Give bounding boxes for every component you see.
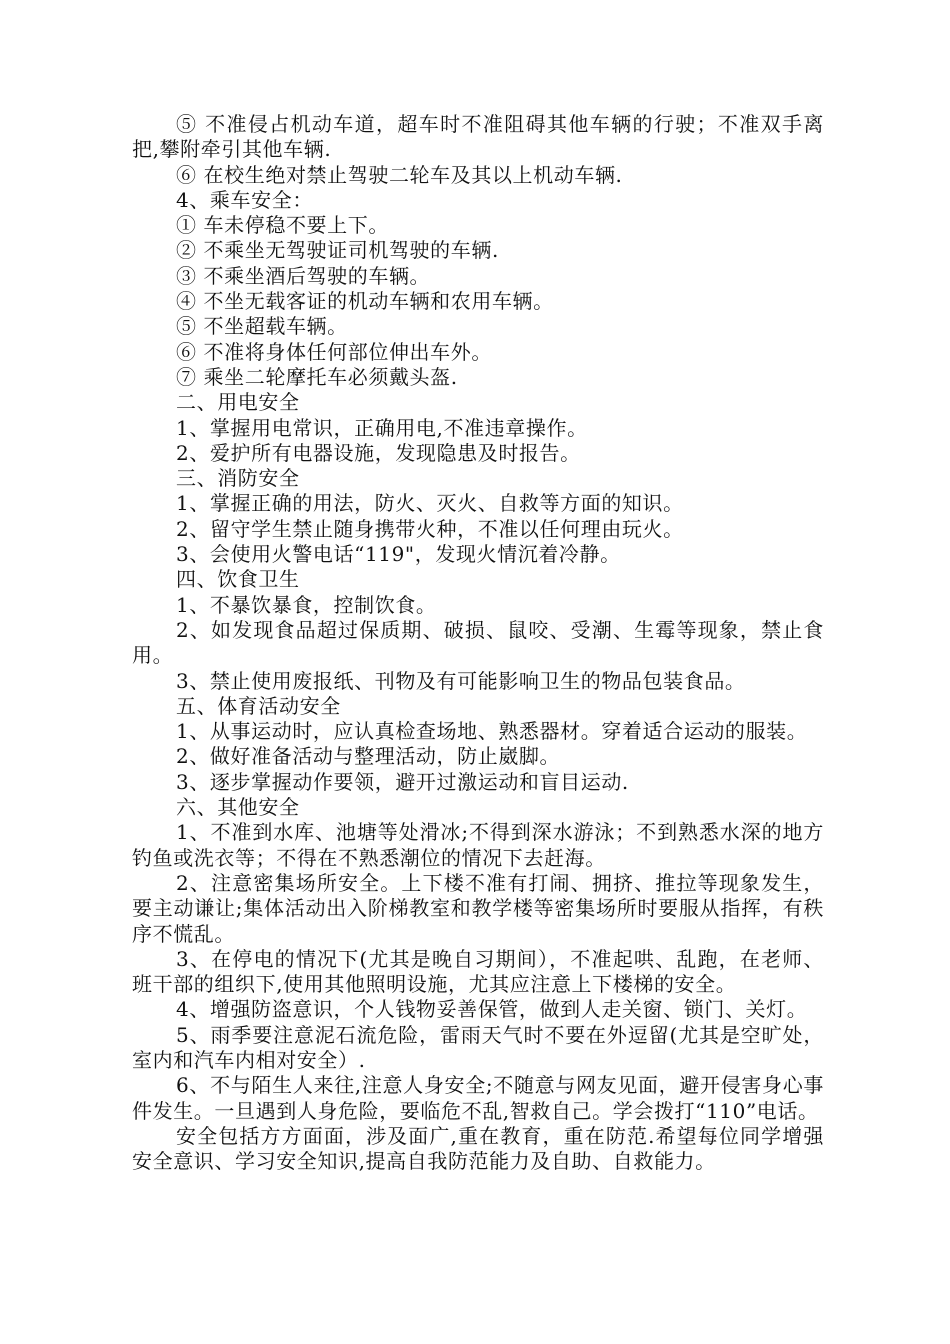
list-item: 1、不暴饮暴食，控制饮食。 — [176, 592, 437, 617]
list-item: 3、逐步掌握动作要领，避开过激运动和盲目运动. — [176, 769, 629, 794]
list-item: 4、增强防盗意识，个人钱物妥善保管，做到人走关窗、锁门、关灯。 — [176, 997, 808, 1022]
list-item: 3、在停电的情况下(尤其是晚自习期间），不准起哄、乱跑，在老师、班干部的组织下,使用其他照明设施，尤其应注意上下楼梯的安全。 — [132, 946, 824, 997]
paragraph: ⑥ 在校生绝对禁止驾驶二轮车及其以上机动车辆. — [176, 162, 623, 187]
list-item: 2、注意密集场所安全。上下楼不准有打闹、拥挤、推拉等现象发生，要主动谦让;集体活动出入阶梯教室和教学楼等密集场所时要服从指挥，有秩序不慌乱。 — [132, 870, 824, 946]
section-heading: 五、体育活动安全 — [176, 693, 341, 718]
list-item: 1、掌握用电常识，正确用电,不准违章操作。 — [176, 415, 588, 440]
section-heading: 二、用电安全 — [176, 390, 300, 415]
list-item: ⑥ 不准将身体任何部位伸出车外。 — [176, 339, 492, 364]
list-item: 1、不准到水库、池塘等处滑冰;不得到深水游泳；不到熟悉水深的地方钓鱼或洗衣等；不得在不熟悉潮位的情况下去赶海。 — [132, 820, 824, 870]
paragraph: ⑤ 不准侵占机动车道，超车时不准阻碍其他车辆的行驶；不准双手离把,攀附牵引其他车辆. — [132, 112, 824, 162]
list-item: 1、从事运动时，应认真检查场地、熟悉器材。穿着适合运动的服装。 — [176, 719, 808, 744]
list-item: 3、会使用火警电话“119"，发现火情沉着冷静。 — [176, 542, 621, 567]
list-item: ⑤ 不坐超载车辆。 — [176, 314, 348, 339]
section-heading: 六、其他安全 — [176, 795, 300, 820]
list-item: 1、掌握正确的用法，防火、灭火、自救等方面的知识。 — [176, 491, 684, 516]
list-item: 2、如发现食品超过保质期、破损、鼠咬、受潮、生霉等现象，禁止食用。 — [132, 617, 824, 668]
list-item: 6、不与陌生人来往,注意人身安全;不随意与网友见面，避开侵害身心事件发生。一旦遇到人身危险，要临危不乱,智救自己。学会拨打“110”电话。 — [132, 1073, 824, 1123]
list-item: 2、爱护所有电器设施，发现隐患及时报告。 — [176, 440, 581, 465]
list-item: ④ 不坐无载客证的机动车辆和农用车辆。 — [176, 289, 554, 314]
section-heading: 三、消防安全 — [176, 466, 300, 491]
list-item: 2、做好准备活动与整理活动，防止崴脚。 — [176, 744, 561, 769]
list-item: 5、雨季要注意泥石流危险，雷雨天气时不要在外逗留(尤其是空旷处，室内和汽车内相对安全）. — [132, 1022, 824, 1072]
document-body — [132, 112, 824, 1174]
list-item: ① 车未停稳不要上下。 — [176, 213, 389, 238]
list-item: 2、留守学生禁止随身携带火种，不准以任何理由玩火。 — [176, 516, 684, 541]
subsection-heading: 4、乘车安全： — [176, 187, 313, 212]
list-item: ③ 不乘坐酒后驾驶的车辆。 — [176, 263, 431, 288]
list-item: ⑦ 乘坐二轮摩托车必须戴头盔. — [176, 364, 458, 389]
closing-paragraph: 安全包括方方面面，涉及面广,重在教育，重在防范.希望每位同学增强安全意识、学习安全知识,提高自我防范能力及自助、自救能力。 — [132, 1123, 824, 1174]
list-item: 3、禁止使用废报纸、刊物及有可能影响卫生的物品包装食品。 — [176, 668, 746, 693]
list-item: ② 不乘坐无驾驶证司机驾驶的车辆. — [176, 238, 499, 263]
section-heading: 四、饮食卫生 — [176, 567, 300, 592]
